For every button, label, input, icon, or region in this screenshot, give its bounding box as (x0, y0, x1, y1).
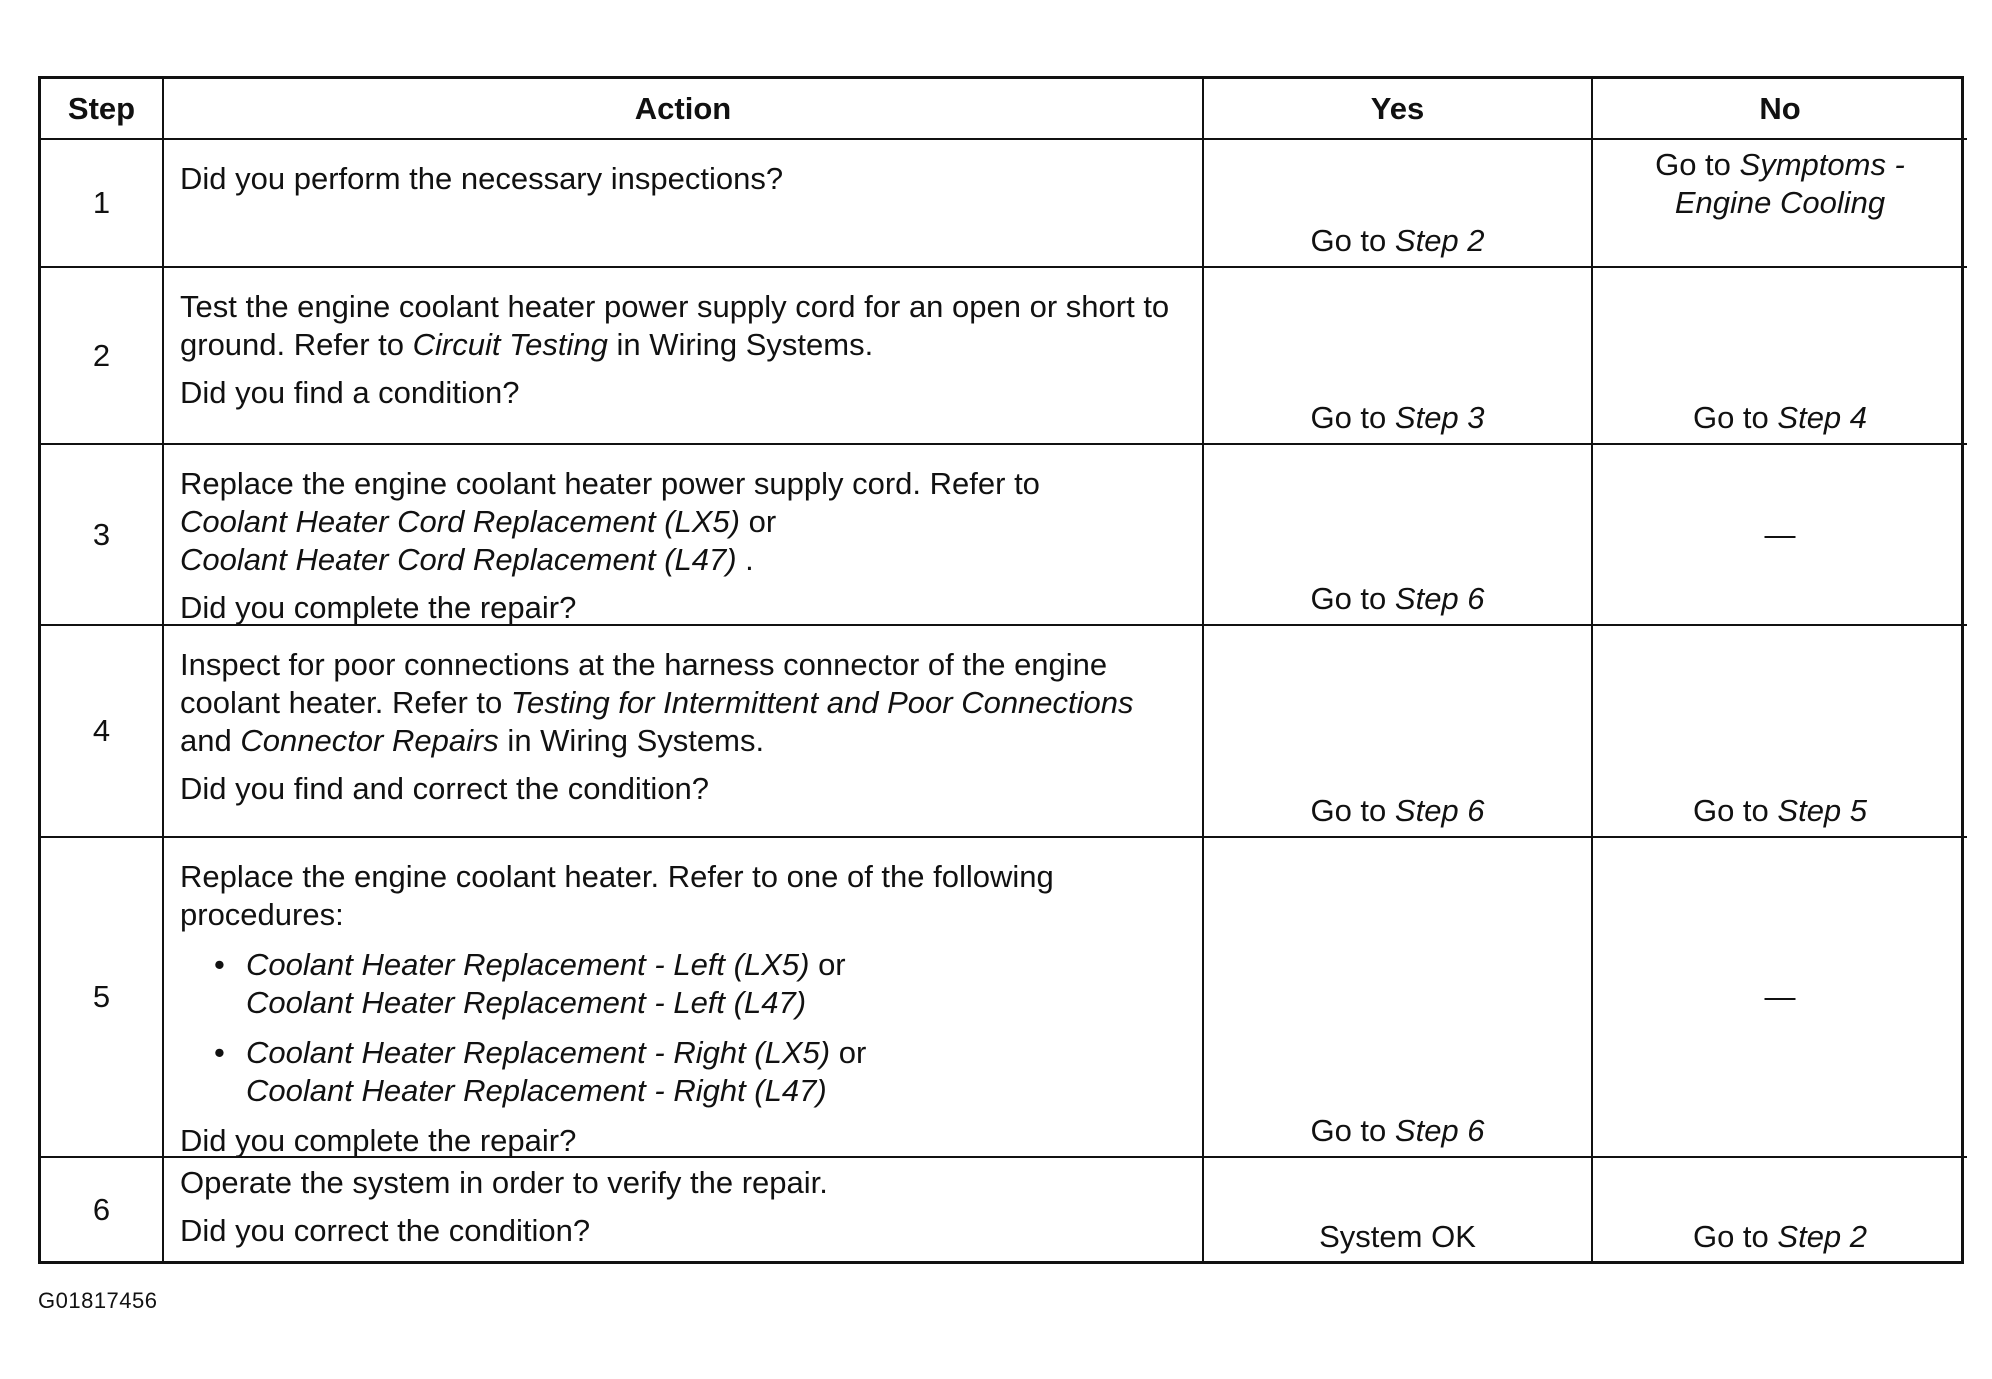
reference-link: Coolant Heater Replacement - Right (L47) (246, 1073, 827, 1108)
action-question: Did you complete the repair? (180, 1123, 577, 1158)
no-result (1593, 1218, 1967, 1256)
step-number: 2 (41, 268, 164, 445)
list-item: • Coolant Heater Replacement - Right (LX5) or Coolant Heater Replacement - Right (L47) (180, 1034, 1188, 1110)
no-cell (1593, 140, 1967, 268)
action-question: Did you correct the condition? (180, 1213, 591, 1248)
header-no: No (1593, 79, 1967, 140)
action-question: Did you find and correct the condition? (180, 771, 710, 806)
reference-link: Testing for Intermittent and Poor Connections (510, 685, 1134, 720)
no-prefix: Go to (1692, 793, 1778, 828)
header-yes: Yes (1204, 79, 1593, 140)
action-cell (164, 140, 1204, 268)
reference-link: Coolant Heater Replacement - Right (LX5) (246, 1035, 831, 1070)
yes-result (1204, 580, 1591, 618)
no-cell (1593, 268, 1967, 445)
action-text: Replace the engine coolant heater power supply cord. Refer to Coolant Heater Cord Replacement (LX5) or Coolant Heater Cord Replacement (L47) . (180, 466, 1040, 577)
action-question: Did you complete the repair? (180, 590, 577, 625)
no-prefix: Go to (1692, 1219, 1778, 1254)
no-result (1593, 792, 1967, 830)
yes-cell (1204, 626, 1593, 838)
action-cell (164, 626, 1204, 838)
action-question: Did you find a condition? (180, 375, 520, 410)
no-cell (1593, 1158, 1967, 1262)
yes-cell (1204, 268, 1593, 445)
action-text: Operate the system in order to verify the repair. (180, 1165, 828, 1200)
no-step-link: Step 5 (1777, 793, 1868, 828)
no-link-part-2: Engine Cooling (1674, 185, 1886, 220)
step-number: 5 (41, 838, 164, 1158)
no-result-dash: — (1764, 979, 1796, 1014)
yes-result (1204, 399, 1591, 437)
reference-link: Circuit Testing (412, 327, 608, 362)
step-number: 4 (41, 626, 164, 838)
header-step: Step (41, 79, 164, 140)
yes-cell (1204, 140, 1593, 268)
list-item: • Coolant Heater Replacement - Left (LX5) or Coolant Heater Replacement - Left (L47) (180, 946, 1188, 1022)
yes-result (1204, 1112, 1591, 1150)
diagnostic-table (38, 76, 1964, 1264)
no-step-link: Step 4 (1777, 400, 1868, 435)
no-cell (1593, 445, 1967, 626)
yes-prefix: Go to (1310, 400, 1395, 435)
no-cell (1593, 838, 1967, 1158)
yes-result (1204, 222, 1591, 260)
action-cell (164, 1158, 1204, 1262)
reference-link: Connector Repairs (240, 723, 499, 758)
no-prefix: Go to (1692, 400, 1778, 435)
yes-result (1204, 792, 1591, 830)
step-number: 3 (41, 445, 164, 626)
yes-prefix: Go to (1310, 793, 1395, 828)
reference-link: Coolant Heater Replacement - Left (LX5) (246, 947, 810, 982)
reference-link: Coolant Heater Cord Replacement (LX5) (180, 504, 740, 539)
yes-prefix: Go to (1310, 223, 1395, 258)
reference-link: Coolant Heater Cord Replacement (L47) (180, 542, 737, 577)
no-step-link: Step 2 (1777, 1219, 1868, 1254)
no-prefix: Go to (1655, 147, 1740, 182)
action-text: Replace the engine coolant heater. Refer to one of the following procedures: (180, 859, 1054, 932)
yes-step-link: Step 6 (1394, 581, 1485, 616)
no-link-part-1: Symptoms - (1739, 147, 1905, 182)
action-cell (164, 268, 1204, 445)
yes-prefix: Go to (1310, 1113, 1395, 1148)
figure-id: G01817456 (38, 1288, 158, 1313)
no-result-dash: — (1764, 516, 1796, 552)
yes-step-link: Step 6 (1394, 793, 1485, 828)
action-cell (164, 445, 1204, 626)
action-text: Test the engine coolant heater power supply cord for an open or short to ground. Refer to Circuit Testing in Wiring Systems. (180, 289, 1170, 362)
yes-prefix: Go to (1310, 581, 1395, 616)
step-number: 6 (41, 1158, 164, 1262)
header-action: Action (164, 79, 1204, 140)
yes-cell (1204, 1158, 1593, 1262)
yes-step-link: Step 3 (1394, 400, 1485, 435)
no-cell (1593, 626, 1967, 838)
yes-cell (1204, 838, 1593, 1158)
step-number: 1 (41, 140, 164, 268)
reference-link: Coolant Heater Replacement - Left (L47) (246, 985, 807, 1020)
action-text: Inspect for poor connections at the harness connector of the engine coolant heater. Refer to Testing for Intermittent and Poor Connections and Connector Repairs in Wiring Systems. (180, 647, 1134, 758)
yes-result: System OK (1319, 1219, 1476, 1254)
no-result (1593, 399, 1967, 437)
yes-step-link: Step 2 (1394, 223, 1485, 258)
yes-cell (1204, 445, 1593, 626)
no-result (1593, 146, 1967, 222)
procedure-list (180, 946, 1188, 1110)
yes-step-link: Step 6 (1394, 1113, 1485, 1148)
action-text: Did you perform the necessary inspections? (180, 161, 784, 196)
action-cell (164, 838, 1204, 1158)
